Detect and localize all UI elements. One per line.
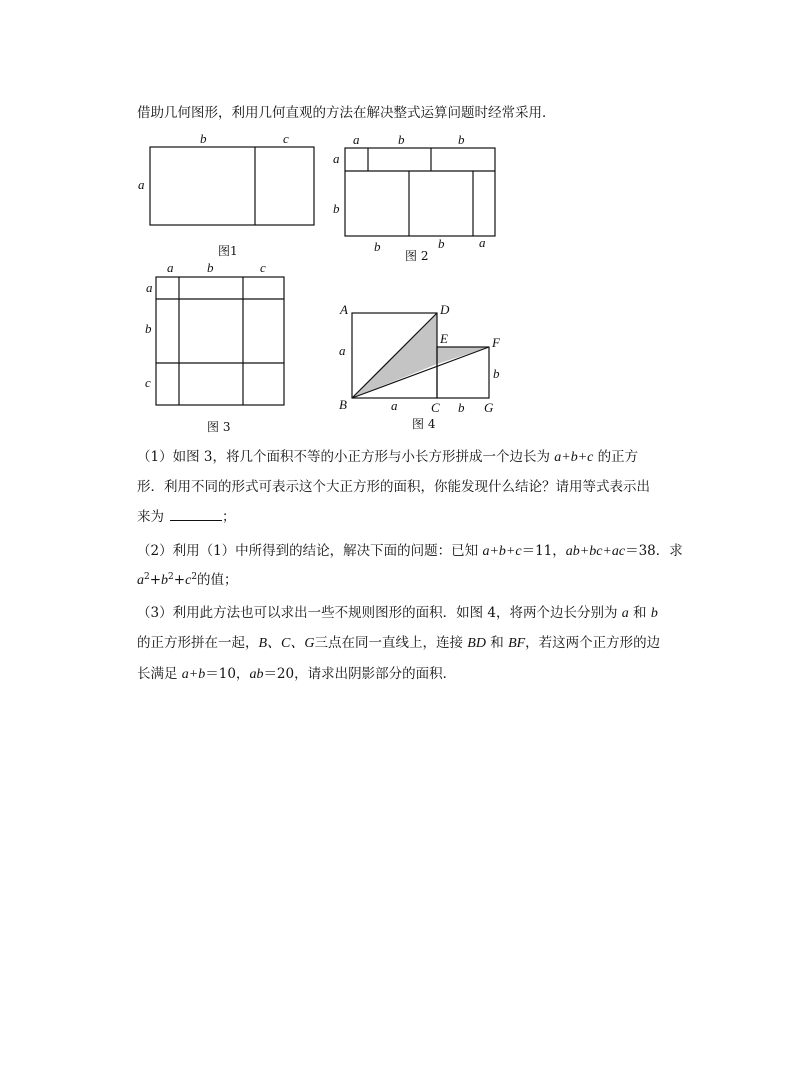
fig2-label-bot-a: a bbox=[479, 235, 486, 250]
fig2-label-left-a: a bbox=[333, 151, 340, 166]
q2-line1-prefix: （2）利用（1）中所得到的结论，解决下面的问题：已知 bbox=[137, 543, 483, 559]
fig3-caption: 图 3 bbox=[207, 420, 231, 434]
q2-line1 bbox=[137, 541, 683, 562]
fig1-label-top-c: c bbox=[283, 131, 289, 146]
fig3-label-left-c: c bbox=[145, 375, 151, 390]
q3-line2-suffix: ，若这两个正方形的边 bbox=[525, 635, 661, 651]
fig3-outer-rect bbox=[156, 277, 284, 405]
q1-line3 bbox=[137, 507, 236, 527]
q3-bd: BD bbox=[467, 636, 486, 651]
fig4-point-E: E bbox=[440, 331, 448, 346]
q3-var-b: b bbox=[650, 606, 658, 621]
q3-line2-mid: 三点在同一直线上，连接 bbox=[314, 635, 468, 651]
fig3-label-top-b: b bbox=[207, 260, 214, 275]
q2-plus2: + bbox=[173, 572, 186, 588]
fig2-label-top-b2: b bbox=[458, 132, 465, 147]
q3-eq1: ＝10， bbox=[205, 666, 250, 682]
intro-text: 借助几何图形，利用几何直观的方法在解决整式运算问题时经常采用． bbox=[137, 105, 556, 121]
q2-plus1: + bbox=[149, 572, 162, 588]
figures-canvas bbox=[0, 0, 794, 460]
q1-line2: 形．利用不同的形式可表示这个大正方形的面积，你能发现什么结论？请用等式表示出 bbox=[137, 479, 650, 495]
q1-line1-suffix: 的正方 bbox=[593, 449, 639, 465]
q3-he: 和 bbox=[485, 635, 509, 651]
fig4-label-side-b: b bbox=[493, 366, 500, 381]
fig4-point-G: G bbox=[484, 400, 494, 415]
q2-var-c: c bbox=[185, 573, 192, 588]
q3-eq2: ＝20，请求出阴影部分的面积． bbox=[263, 666, 457, 682]
q3-line2-prefix: 的正方形拼在一起， bbox=[137, 635, 259, 651]
q2-line2 bbox=[137, 570, 238, 591]
q3-var-a: a bbox=[621, 606, 629, 621]
fig4-point-A: A bbox=[340, 302, 348, 317]
fig1-outer-rect bbox=[150, 147, 314, 225]
q2-sup-b: 2 bbox=[168, 572, 174, 582]
q2-sup-c: 2 bbox=[191, 572, 198, 582]
q2-var-a: a bbox=[137, 573, 144, 588]
q3-bf: BF bbox=[508, 636, 526, 651]
q2-expr1: a+b+c bbox=[482, 544, 522, 559]
q2-line2-suffix: 的值； bbox=[197, 572, 238, 588]
q1-line1 bbox=[137, 447, 638, 468]
fig3-label-top-a: a bbox=[167, 260, 174, 275]
fig4-label-side-a: a bbox=[339, 343, 346, 358]
fig1-label-top-b: b bbox=[200, 131, 207, 146]
fig2-label-left-b: b bbox=[333, 201, 340, 216]
q3-and: 和 bbox=[628, 605, 651, 621]
fig2-label-bot-b1: b bbox=[374, 239, 381, 254]
fig3-label-left-a: a bbox=[146, 280, 153, 295]
fig2-caption: 图 2 bbox=[405, 249, 429, 263]
q1-line1-prefix: （1）如图 3，将几个面积不等的小正方形与小长方形拼成一个边长为 bbox=[137, 449, 555, 465]
q3-line2 bbox=[137, 633, 660, 654]
fig4-point-F: F bbox=[492, 335, 500, 350]
q3-points: B、C、G bbox=[258, 636, 315, 651]
figure-3 bbox=[156, 277, 284, 405]
q3-expr1: a+b bbox=[181, 667, 206, 682]
fig4-point-D: D bbox=[440, 302, 450, 317]
fig4-label-bot-a: a bbox=[391, 398, 398, 413]
fig1-caption: 图1 bbox=[218, 244, 238, 258]
q1-answer-blank[interactable] bbox=[170, 508, 222, 521]
q1-expr: a+b+c bbox=[554, 450, 594, 465]
figure-4 bbox=[352, 313, 489, 398]
q2-eq2: ＝38．求 bbox=[625, 543, 683, 559]
fig2-label-bot-b2: b bbox=[438, 236, 445, 251]
q2-sup-a: 2 bbox=[144, 572, 150, 582]
fig4-point-B: B bbox=[339, 397, 347, 412]
fig4-caption: 图 4 bbox=[412, 417, 436, 431]
q1-line3-suffix: ； bbox=[222, 509, 236, 525]
fig4-label-bot-b: b bbox=[458, 400, 465, 415]
q2-eq1: ＝11， bbox=[521, 543, 566, 559]
q1-line3-prefix: 来为 bbox=[137, 509, 164, 525]
q2-expr2: ab+bc+ac bbox=[565, 544, 626, 559]
figure-2 bbox=[345, 148, 495, 236]
q3-line1 bbox=[137, 603, 658, 624]
fig2-label-top-b1: b bbox=[398, 132, 405, 147]
q3-line3 bbox=[137, 664, 456, 685]
figure-1 bbox=[150, 147, 314, 225]
fig2-label-top-a: a bbox=[353, 132, 360, 147]
fig1-label-left-a: a bbox=[138, 177, 145, 192]
fig3-label-top-c: c bbox=[260, 260, 266, 275]
fig4-point-C: C bbox=[431, 400, 440, 415]
q3-expr2: ab bbox=[249, 667, 264, 682]
q2-var-b: b bbox=[161, 573, 169, 588]
q3-line1-prefix: （3）利用此方法也可以求出一些不规则图形的面积．如图 4，将两个边长分别为 bbox=[137, 605, 622, 621]
fig3-label-left-b: b bbox=[145, 321, 152, 336]
q3-line3-prefix: 长满足 bbox=[137, 666, 182, 682]
